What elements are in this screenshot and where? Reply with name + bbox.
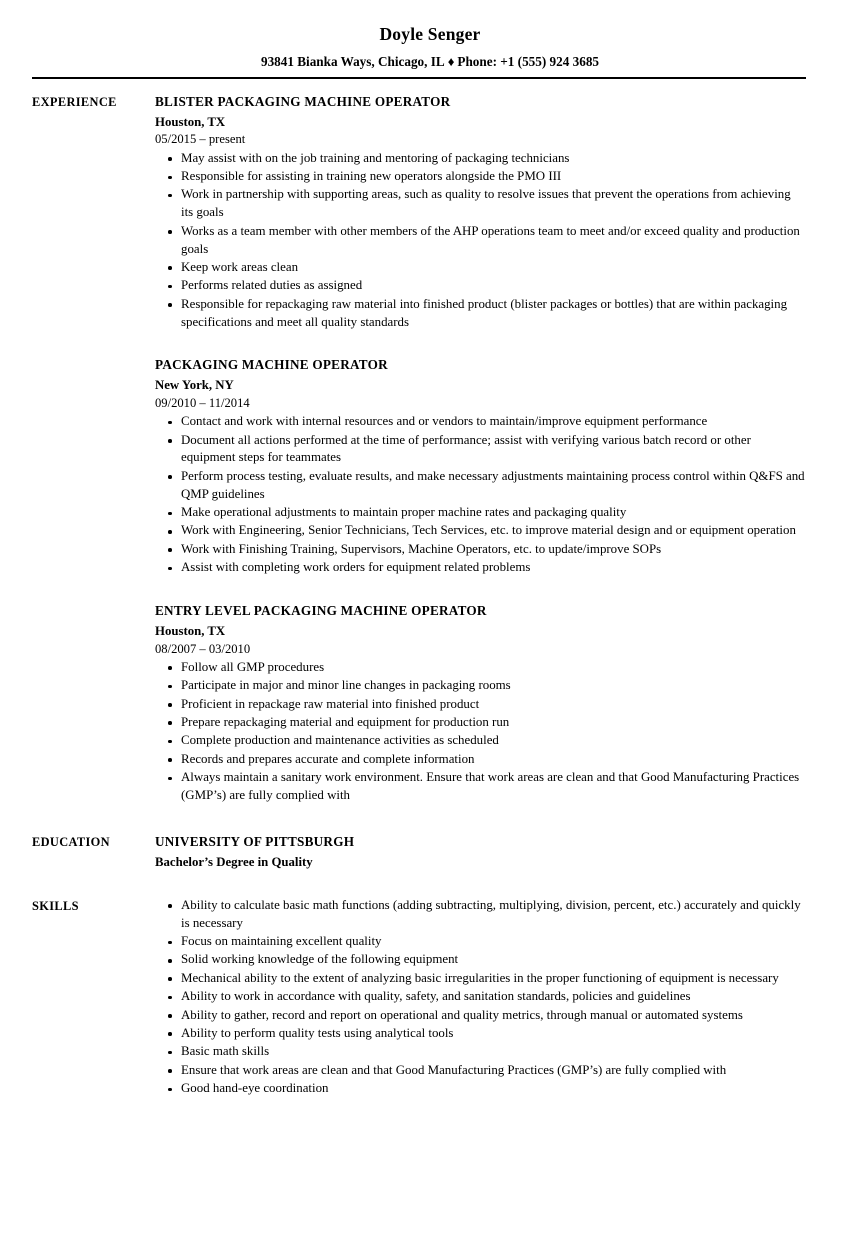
list-item: Good hand-eye coordination: [155, 1080, 806, 1098]
section-experience: [32, 93, 806, 806]
list-item: Participate in major and minor line changes in packaging rooms: [155, 677, 806, 695]
section-content-education: [155, 833, 806, 870]
resume-body: [0, 79, 860, 1099]
candidate-phone: Phone: +1 (555) 924 3685: [457, 54, 600, 69]
section-label-education: EDUCATION: [32, 835, 110, 850]
list-item: Ensure that work areas are clean and that Good Manufacturing Practices (GMP’s) are fully complied with: [155, 1062, 806, 1080]
spacer-above-education: [32, 805, 806, 833]
job-dates: 05/2015 – present: [155, 132, 246, 147]
job-location: Houston, TX: [155, 623, 226, 638]
list-item: Performs related duties as assigned: [155, 277, 806, 295]
education-degree: Bachelor’s Degree in Quality: [155, 855, 313, 870]
education-entry: [155, 833, 806, 870]
list-item: Keep work areas clean: [155, 259, 806, 277]
list-item: Prepare repackaging material and equipment for production run: [155, 714, 806, 732]
job-title: ENTRY LEVEL PACKAGING MACHINE OPERATOR: [155, 603, 487, 619]
list-item: Ability to calculate basic math functions (adding subtracting, multiplying, division, percent, etc.) accurately and quickly is necessary: [155, 897, 806, 933]
list-item: Contact and work with internal resources and or vendors to maintain/improve equipment performance: [155, 413, 806, 431]
skills-list: [155, 897, 806, 1098]
section-skills: [32, 897, 806, 1099]
job-location: Houston, TX: [155, 114, 226, 129]
list-item: Records and prepares accurate and complete information: [155, 751, 806, 769]
spacer-above-skills: [32, 871, 806, 897]
candidate-address: 93841 Bianka Ways, Chicago, IL: [260, 54, 445, 69]
list-item: Ability to work in accordance with quality, safety, and sanitation standards, policies and guidelines: [155, 988, 806, 1006]
section-content-skills: [155, 897, 806, 1099]
job-dates: 09/2010 – 11/2014: [155, 395, 250, 410]
list-item: Ability to perform quality tests using analytical tools: [155, 1025, 806, 1043]
list-item: Focus on maintaining excellent quality: [155, 933, 806, 951]
list-item: Solid working knowledge of the following equipment: [155, 951, 806, 969]
resume-header: [0, 0, 860, 70]
job-responsibility-list: [155, 659, 806, 805]
job-responsibility-list: [155, 413, 806, 577]
diamond-separator-icon: ♦: [447, 54, 455, 69]
list-item: Responsible for assisting in training new operators alongside the PMO III: [155, 168, 806, 186]
list-item: Work in partnership with supporting areas, such as quality to resolve issues that prevent the operations from achieving its goals: [155, 186, 806, 222]
section-label-col-education: [32, 833, 155, 850]
job-location: New York, NY: [155, 378, 234, 393]
job-title: BLISTER PACKAGING MACHINE OPERATOR: [155, 93, 451, 109]
list-item: Basic math skills: [155, 1043, 806, 1061]
list-item: Assist with completing work orders for equipment related problems: [155, 559, 806, 577]
experience-entry: [155, 93, 806, 332]
job-dates: 08/2007 – 03/2010: [155, 641, 251, 656]
list-item: Always maintain a sanitary work environment. Ensure that work areas are clean and that Good Manufacturing Practices (GMP’s) are fully complied with: [155, 769, 806, 805]
list-item: Work with Engineering, Senior Technicians, Tech Services, etc. to improve material design and or equipment operation: [155, 522, 806, 540]
education-school: UNIVERSITY OF PITTSBURGH: [155, 834, 355, 850]
section-label-col-experience: [32, 93, 155, 110]
list-item: Ability to gather, record and report on operational and quality metrics, through manual or automated systems: [155, 1007, 806, 1025]
list-item: Work with Finishing Training, Supervisors, Machine Operators, etc. to update/improve SOPs: [155, 541, 806, 559]
experience-entry: [155, 602, 806, 805]
list-item: Mechanical ability to the extent of analyzing basic irregularities in the proper functioning of equipment is necessary: [155, 970, 806, 988]
list-item: Perform process testing, evaluate results, and make necessary adjustments maintaining process control within Q&FS and QMP guidelines: [155, 468, 806, 504]
list-item: May assist with on the job training and mentoring of packaging technicians: [155, 150, 806, 168]
section-label-col-skills: [32, 897, 155, 914]
list-item: Proficient in repackage raw material into finished product: [155, 696, 806, 714]
experience-entry: [155, 356, 806, 577]
list-item: Works as a team member with other members of the AHP operations team to meet and/or exceed quality and production goals: [155, 223, 806, 259]
candidate-name: Doyle Senger: [379, 24, 481, 44]
job-responsibility-list: [155, 150, 806, 332]
list-item: Complete production and maintenance activities as scheduled: [155, 732, 806, 750]
list-item: Document all actions performed at the time of performance; assist with verifying various batch record or other equipment steps for teammates: [155, 432, 806, 468]
section-content-experience: [155, 93, 806, 806]
spacer-above-experience: [32, 79, 806, 93]
list-item: Make operational adjustments to maintain proper machine rates and packaging quality: [155, 504, 806, 522]
list-item: Follow all GMP procedures: [155, 659, 806, 677]
section-label-experience: EXPERIENCE: [32, 94, 117, 109]
section-label-skills: SKILLS: [32, 898, 79, 913]
contact-line: [0, 54, 860, 70]
section-education: [32, 833, 806, 870]
job-title: PACKAGING MACHINE OPERATOR: [155, 357, 388, 373]
list-item: Responsible for repackaging raw material into finished product (blister packages or bottles) that are within packaging specifications and meet all quality standards: [155, 296, 806, 332]
